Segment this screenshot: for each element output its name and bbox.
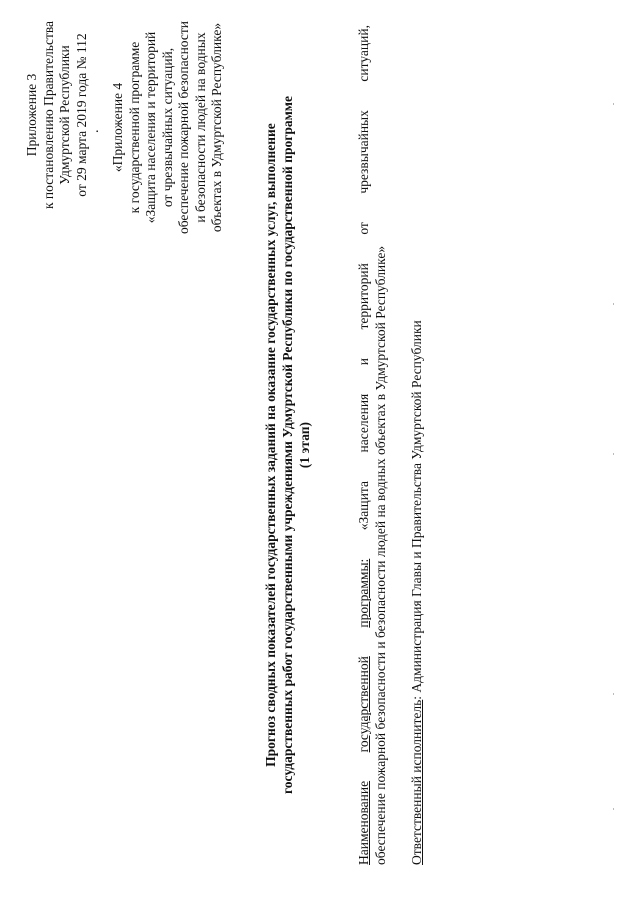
- appendix-4-block: [110, 0, 226, 260]
- program-value-word: чрезвычайных: [356, 110, 371, 194]
- program-value-word: территорий: [356, 263, 371, 330]
- appendix-3-line: от 29 марта 2019 года № 112: [73, 33, 89, 197]
- appendix-3-line: Удмуртской Республики: [57, 45, 72, 185]
- appendix-3-line: Приложение 3: [24, 73, 39, 157]
- program-value-word: и: [356, 357, 371, 366]
- appendix-4-line: к государственной программе: [126, 41, 142, 214]
- document-title: [262, 25, 313, 865]
- program-name-line-1: [355, 25, 372, 865]
- program-label-word: государственной: [356, 656, 371, 753]
- scan-speck: [613, 453, 614, 455]
- appendix-4-line: и безопасности людей на водных: [192, 32, 208, 223]
- appendix-4-line: от чрезвычайных ситуаций,: [159, 47, 175, 208]
- title-line: государственных работ государственными учреждениями Удмуртской Республики по государственной программе: [280, 96, 295, 794]
- program-label-word: программы:: [356, 558, 371, 628]
- program-name-line-2: обеспечение пожарной безопасности и безопасности людей на водных объектах в Удмуртской Республике»: [373, 245, 388, 865]
- appendix-4-line: обеспечение пожарной безопасности: [176, 21, 191, 235]
- scan-speck: [613, 808, 614, 810]
- executor-label: Ответственный исполнитель: [409, 699, 424, 865]
- scan-speck: [613, 103, 614, 105]
- program-value-word: «Защита: [356, 481, 371, 531]
- appendix-3-line: к постановлению Правительства: [40, 20, 56, 210]
- scan-speck: [613, 693, 614, 695]
- program-value-word: ситуаций,: [356, 25, 371, 82]
- program-value-word: населения: [356, 393, 371, 453]
- appendix-3-block: [24, 0, 90, 235]
- scan-speck: [613, 303, 614, 305]
- separator-dot: .: [87, 129, 102, 133]
- program-value-word: от: [356, 222, 371, 235]
- appendix-4-line: «Приложение 4: [110, 82, 125, 173]
- program-label-word: Наименование: [356, 780, 371, 865]
- appendix-4-line: «Защита населения и территорий: [143, 31, 158, 224]
- executor-value: : Администрация Главы и Правительства Удмуртской Республики: [409, 320, 424, 700]
- program-name-field: [355, 25, 389, 865]
- appendix-4-line: объектах в Удмуртской Республике»: [209, 22, 224, 233]
- title-line: (1 этап): [297, 421, 312, 469]
- title-line: Прогноз сводных показателей государственных заданий на оказание государственных услуг, выполнение: [263, 123, 278, 767]
- responsible-executor-field: [408, 25, 425, 865]
